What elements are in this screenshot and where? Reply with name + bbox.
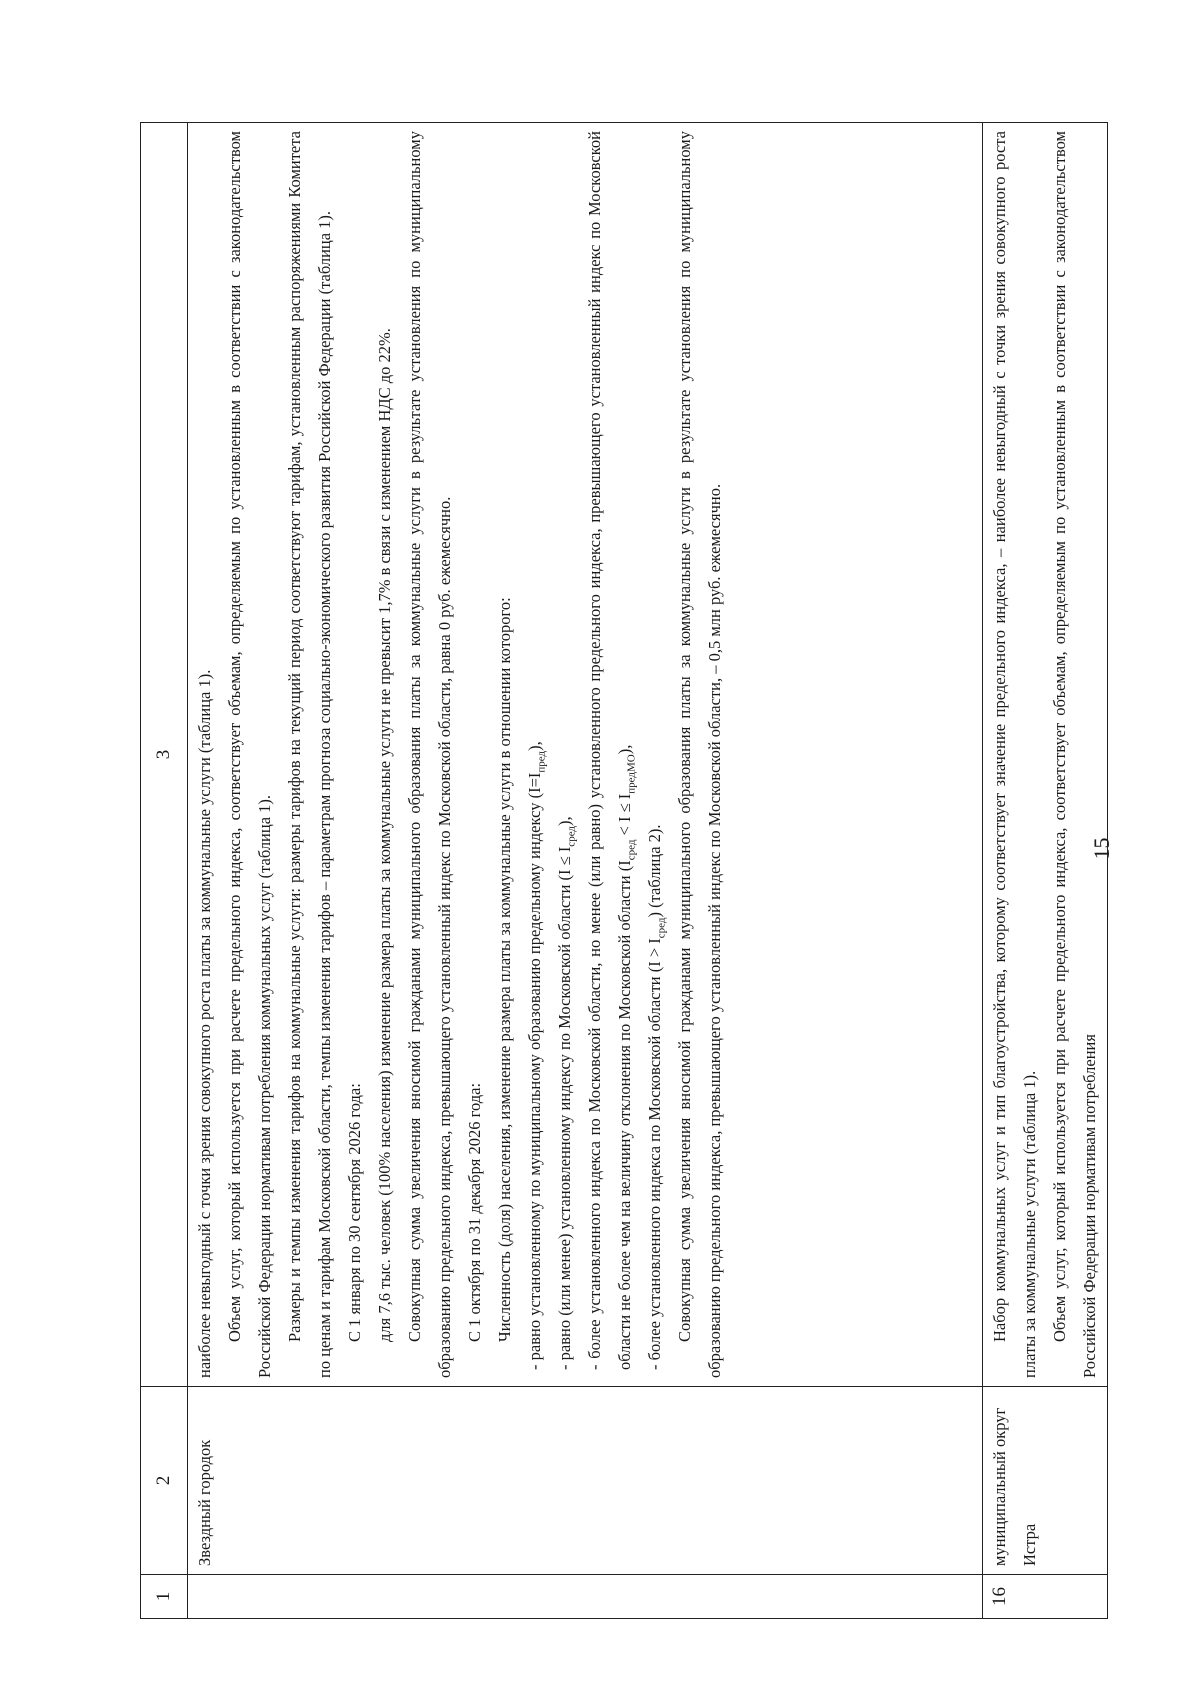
paragraph: Численность (доля) населения, изменение размера платы за коммунальные услуги в отношении которого: [495,597,514,1342]
table-row [983,123,1108,1619]
paragraph: С 1 января по 30 сентября 2026 года: [345,1083,364,1342]
paragraph: С 1 октября по 31 декабря 2026 года: [465,1082,484,1342]
row-number: 16 [983,1575,1108,1619]
municipal-index-table [140,122,1108,1619]
list-item: - равно (или менее) установленному индексу по Московской области $(I \le I_{сред})$, [555,816,578,1370]
row-number [188,1575,983,1619]
list-item: - более установленного индекса по Московской области, но менее (или равно) установленного предельного индекса, превышающего установленный индекс по Московской области не более чем на величину отклонения по Московской области $(I_{сред} < I \le I_{предМО})$, [585,131,638,1370]
paragraph: Объем услуг, который используется при расчете предельного индекса, соответствует объемам, определяемым по установленным в соответствии с законодательством Российской Федерации нормативам потребления коммунальных услуг (таблица 1). [225,131,274,1378]
paragraph: Набор коммунальных услуг и тип благоустройства, которому соответствует значение предельного индекса, – наиболее невыгодный с точки зрения совокупного роста платы за коммунальные услуги (таблица 1). [990,131,1039,1378]
paragraph: для 7,6 тыс. человек (100% населения) изменение размера платы за коммунальные услуги не превысит 1,7% в связи с изменением НДС до 22%. [375,328,394,1342]
column-header-3: 3 [141,123,188,1387]
paragraph: наиболее невыгодный с точки зрения совокупного роста платы за коммунальные услуги (таблица 1). [195,669,214,1378]
table-row [188,123,983,1619]
list-item: - более установленного индекса по Московской области $(I > I_{сред})$ (таблица 2). [645,824,668,1370]
page-number: 15 [1089,837,1114,860]
municipality-name: Звездный городок [188,1387,983,1575]
description-cell [983,123,1108,1387]
paragraph: Размеры и темпы изменения тарифов на коммунальные услуги: размеры тарифов на текущий период соответствуют тарифам, установленным распоряжениями Комитета по ценам и тарифам Московской области, темпы изменения тарифов – параметрам прогноза социально-экономического развития Российской Федерации (таблица 1). [285,131,334,1378]
paragraph: Совокупная сумма увеличения вносимой гражданами муниципального образования платы за коммунальные услуги в результате установления по муниципальному образованию предельного индекса, превышающего установленный индекс по Московской области, равна 0 руб. ежемесячно. [405,131,454,1378]
municipality-name: муниципальный округ Истра [983,1387,1108,1575]
column-header-1: 1 [141,1575,188,1619]
paragraph: Объем услуг, который используется при расчете предельного индекса, соответствует объемам, определяемым по установленным в соответствии с законодательством Российской Федерации нормативам потребления [1050,131,1099,1378]
paragraph: Совокупная сумма увеличения вносимой гражданами муниципального образования платы за коммунальные услуги в результате установления по муниципальному образованию предельного индекса, превышающего установленный индекс по Московской области, – 0,5 млн руб. ежемесячно. [675,131,724,1378]
table-header-row [141,123,188,1619]
description-cell [188,123,983,1387]
list-item: - равно установленному по муниципальному образованию предельному индексу $(I=I_{пред})$, [525,741,548,1370]
column-header-2: 2 [141,1387,188,1575]
